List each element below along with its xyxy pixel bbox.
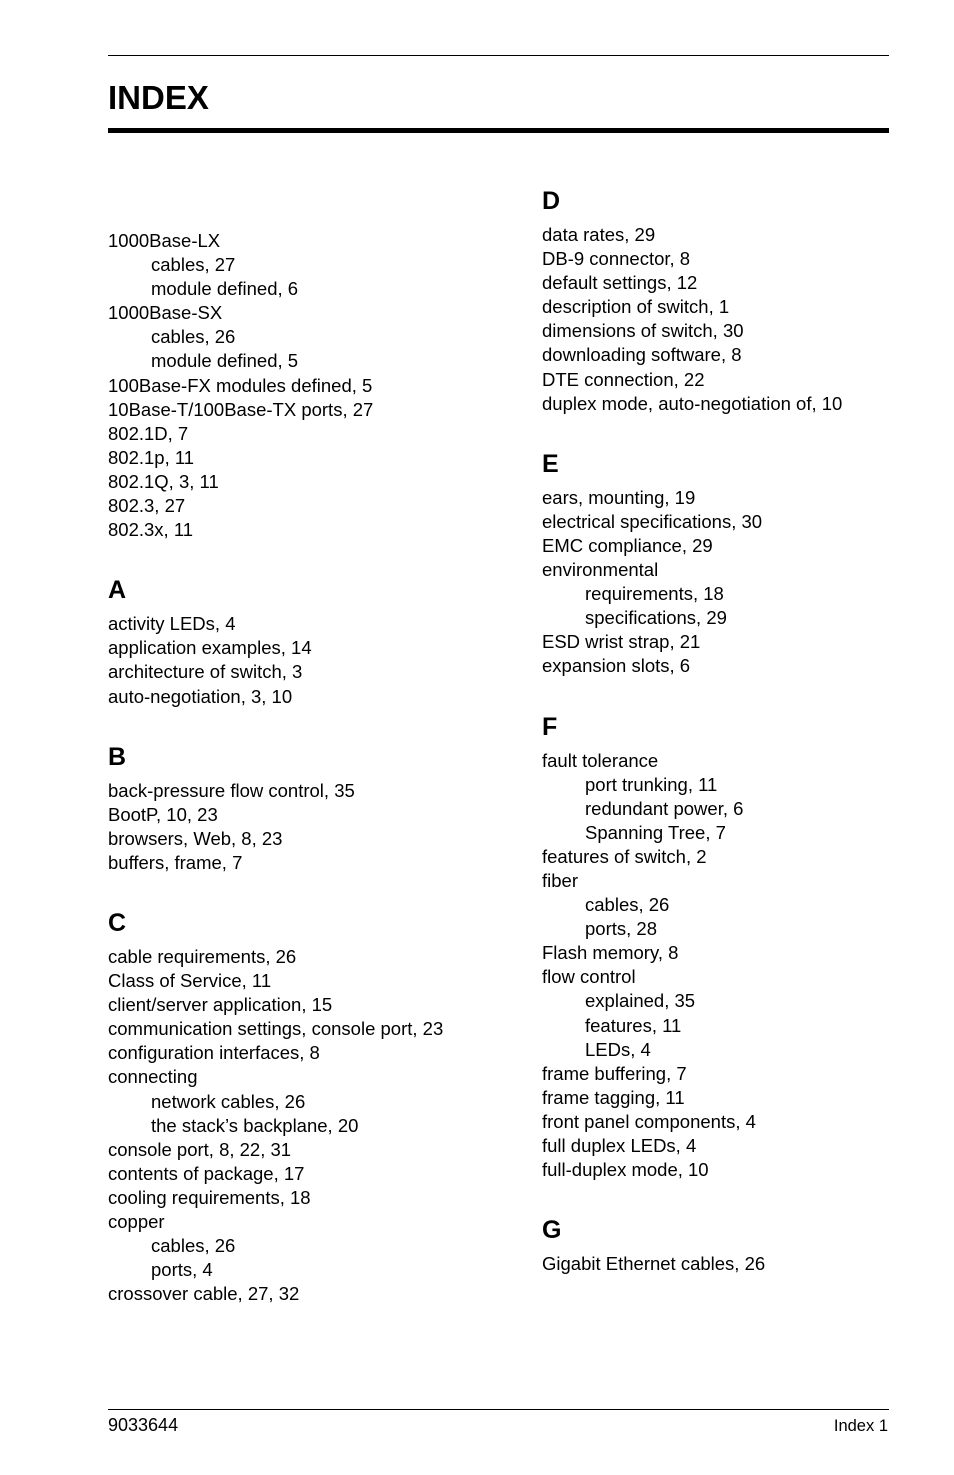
index-entry-text: BootP, 10, 23: [108, 803, 218, 825]
index-section: [542, 679, 889, 1183]
index-section: [542, 185, 889, 416]
index-entry-text: duplex mode, auto-negotiation of, 10: [542, 392, 843, 414]
index-subentry: features, 11: [585, 1014, 682, 1036]
index-entry: [108, 494, 528, 518]
index-entry-text: 1000Base-LX: [108, 230, 221, 251]
index-entry: [108, 446, 528, 470]
index-entry: [108, 685, 528, 709]
index-entry: [108, 945, 528, 969]
index-entry: [108, 301, 528, 325]
index-entry: [542, 223, 889, 247]
index-entry: [542, 749, 889, 773]
index-section: [108, 875, 528, 1306]
index-entry-text: EMC compliance, 29: [542, 534, 713, 556]
index-entry: [108, 1065, 528, 1089]
index-entry-text: data rates, 29: [542, 224, 656, 245]
index-entry-text: 802.1Q, 3, 11: [108, 470, 219, 492]
page-label: Index 1: [833, 1417, 888, 1435]
index-entry-text: Class of Service, 11: [108, 970, 272, 992]
index-entry-text: contents of package, 17: [108, 1162, 305, 1184]
index-entry: [108, 612, 528, 636]
doc-number: 9033644: [108, 1415, 179, 1435]
index-entry-text: 10Base-T/100Base-TX ports, 27: [108, 398, 374, 420]
index-subentry: module defined, 6: [151, 278, 299, 300]
index-entry-text: communication settings, console port, 23: [108, 1018, 444, 1040]
index-entry: [108, 851, 528, 875]
index-entry: [108, 229, 528, 253]
index-entry: [108, 374, 528, 398]
index-entry: [542, 1062, 889, 1086]
index-subentry: cables, 26: [585, 894, 670, 916]
index-entry-text: frame buffering, 7: [542, 1062, 687, 1084]
section-letter: D: [542, 187, 561, 215]
index-entry-text: architecture of switch, 3: [108, 661, 303, 683]
index-subentry: the stack’s backplane, 20: [151, 1114, 359, 1136]
index-entry-text: DTE connection, 22: [542, 368, 705, 390]
index-entry-text: connecting: [108, 1066, 198, 1088]
index-entry: [542, 392, 889, 416]
index-entry-text: Flash memory, 8: [542, 942, 679, 964]
index-entry-text: client/server application, 15: [108, 994, 333, 1016]
index-entry: [542, 845, 889, 869]
index-entry-text: ears, mounting, 19: [542, 486, 696, 508]
index-subentry: specifications, 29: [585, 607, 727, 629]
index-entry: [542, 343, 889, 367]
index-entry: [542, 965, 889, 989]
index-entry-text: default settings, 12: [542, 272, 698, 294]
index-entry: [108, 1186, 528, 1210]
index-entry-text: 802.3x, 11: [108, 519, 194, 541]
index-subentry: port trunking, 11: [585, 773, 718, 795]
index-entry: [108, 969, 528, 993]
index-entry: [108, 803, 528, 827]
index-entry: [108, 660, 528, 684]
index-entry: [108, 827, 528, 851]
index-subentry: Spanning Tree, 7: [585, 821, 726, 843]
index-entry-text: electrical specifications, 30: [542, 510, 763, 532]
index-entry-text: full-duplex mode, 10: [542, 1159, 709, 1181]
index-entry-text: environmental: [542, 559, 659, 581]
index-entry: [542, 510, 889, 534]
index-entry: [542, 1134, 889, 1158]
index-subentry: cables, 26: [151, 326, 236, 348]
index-entry-text: fault tolerance: [542, 749, 659, 771]
section-letter: F: [542, 712, 558, 741]
title-rule: [108, 128, 889, 133]
index-subentry: explained, 35: [585, 990, 696, 1012]
index-entry-text: ESD wrist strap, 21: [542, 631, 701, 653]
index-entry: [542, 654, 889, 678]
index-section: [542, 1182, 889, 1276]
index-entry: [542, 486, 889, 510]
index-entry: [108, 1017, 528, 1041]
index-entry: [542, 1158, 889, 1182]
index-entry: [542, 534, 889, 558]
index-entry-text: full duplex LEDs, 4: [542, 1135, 697, 1156]
section-letter: E: [542, 449, 559, 478]
index-section: [108, 542, 528, 708]
index-subentry: network cables, 26: [151, 1090, 306, 1112]
header-rule: [108, 55, 889, 56]
index-entry-text: buffers, frame, 7: [108, 851, 243, 873]
index-entry-text: features of switch, 2: [542, 845, 707, 867]
index-entry: [542, 368, 889, 392]
index-entry: [542, 630, 889, 654]
index-entry-text: fiber: [542, 869, 578, 891]
index-entry-text: back-pressure flow control, 35: [108, 779, 355, 801]
index-entry-text: cable requirements, 26: [108, 945, 297, 967]
index-entry: [542, 271, 889, 295]
index-entry: [542, 558, 889, 582]
index-entry-text: 100Base-FX modules defined, 5: [108, 374, 373, 396]
index-section: [108, 709, 528, 875]
index-entry: [542, 295, 889, 319]
index-entry: [108, 518, 528, 542]
index-entry-text: flow control: [542, 966, 636, 988]
index-entry-text: 802.1p, 11: [108, 446, 195, 468]
section-letter: C: [108, 908, 127, 937]
index-entry-text: cooling requirements, 18: [108, 1186, 311, 1208]
index-entry-text: auto-negotiation, 3, 10: [108, 685, 293, 707]
index-column-right: [542, 185, 889, 1276]
index-entry: [542, 1086, 889, 1110]
section-letter: B: [108, 742, 127, 771]
index-subentry: ports, 28: [585, 918, 657, 940]
section-letter: G: [542, 1216, 562, 1245]
index-column-left: [108, 229, 528, 1306]
index-entry-text: copper: [108, 1211, 165, 1232]
index-entry-text: frame tagging, 11: [542, 1086, 685, 1108]
index-entry-text: browsers, Web, 8, 23: [108, 827, 283, 849]
index-entry-text: description of switch, 1: [542, 296, 730, 318]
index-subentry: cables, 26: [151, 1235, 236, 1257]
index-entry: [108, 422, 528, 446]
index-entry: [542, 869, 889, 893]
index-entry-text: activity LEDs, 4: [108, 613, 236, 635]
index-entry: [108, 398, 528, 422]
index-entry-text: crossover cable, 27, 32: [108, 1283, 300, 1305]
index-entry: [108, 1210, 528, 1234]
index-entry: [108, 1282, 528, 1306]
index-subentry: LEDs, 4: [585, 1038, 651, 1060]
index-entry: [542, 319, 889, 343]
index-entry: [108, 1041, 528, 1065]
index-entry: [108, 1138, 528, 1162]
index-entry: [108, 779, 528, 803]
index-entry: [542, 1110, 889, 1134]
index-subentry: ports, 4: [151, 1259, 213, 1281]
index-entry-text: console port, 8, 22, 31: [108, 1138, 292, 1160]
index-entry: [108, 636, 528, 660]
page-title: INDEX: [108, 79, 209, 116]
index-entry-text: DB-9 connector, 8: [542, 248, 691, 270]
index-entry-text: expansion slots, 6: [542, 655, 691, 677]
index-entry: [108, 1162, 528, 1186]
index-subentry: module defined, 5: [151, 350, 299, 372]
index-subentry: cables, 27: [151, 254, 236, 276]
index-subentry: requirements, 18: [585, 583, 724, 605]
index-section: [108, 229, 528, 542]
index-entry-text: 802.1D, 7: [108, 422, 189, 444]
index-entry-text: dimensions of switch, 30: [542, 320, 744, 342]
section-letter: A: [108, 576, 127, 605]
index-entry: [542, 247, 889, 271]
index-entry-text: configuration interfaces, 8: [108, 1042, 320, 1064]
index-entry-text: 802.3, 27: [108, 495, 186, 517]
index-entry-text: downloading software, 8: [542, 344, 742, 366]
index-entry: [542, 1252, 889, 1276]
index-subentry: redundant power, 6: [585, 797, 744, 819]
index-entry-text: Gigabit Ethernet cables, 26: [542, 1253, 766, 1275]
index-section: [542, 416, 889, 679]
index-entry: [542, 941, 889, 965]
index-entry-text: front panel components, 4: [542, 1110, 756, 1132]
index-entry-text: 1000Base-SX: [108, 302, 223, 324]
index-entry-text: application examples, 14: [108, 637, 312, 659]
index-entry: [108, 470, 528, 494]
index-entry: [108, 993, 528, 1017]
footer-rule: [108, 1409, 889, 1410]
